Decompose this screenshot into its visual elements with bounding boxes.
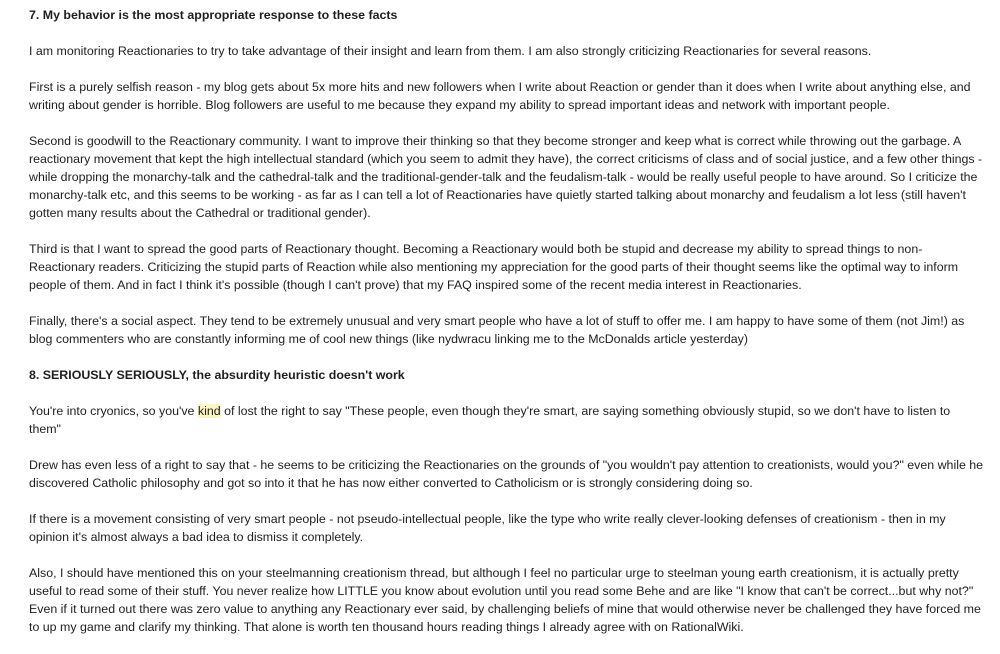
section-8-paragraph-4: [29, 564, 1000, 636]
section-7-paragraph-1: [29, 42, 1000, 60]
text-line: writing about gender is horrible. Blog followers are useful to me because they expand my ability to spread important ideas and network with important people.: [29, 98, 890, 112]
text-line: blog commenters who are constantly informing me of cool new things (like nydwracu linking me to the McDonalds article yesterday): [29, 332, 748, 346]
text-line: Finally, there's a social aspect. They tend to be extremely unusual and very smart people who have a lot of stuff to offer me. I am happy to have some of them (not Jim!) as: [29, 314, 965, 328]
text-segment: of lost the right to say "These people, even though they're smart, are saying something obviously stupid, so we don't have to listen to: [220, 404, 951, 418]
highlighted-word: kind: [197, 404, 221, 418]
text-segment: You're into cryonics, so you've: [29, 404, 198, 418]
text-line: If there is a movement consisting of very smart people - not pseudo-intellectual people, like the type who write really clever-looking defenses of creationism - then in my: [29, 512, 946, 526]
text-line: I am monitoring Reactionaries to try to take advantage of their insight and learn from them. I am also strongly criticizing Reactionaries for several reasons.: [29, 44, 872, 58]
text-line: people of them. And in fact I think it's possible (though I can't prove) that my FAQ inspired some of the recent media interest in Reactionaries.: [29, 278, 802, 292]
section-7-paragraph-3: [29, 132, 1000, 222]
section-7-heading: 7. My behavior is the most appropriate response to these facts: [29, 8, 398, 22]
text-line: while dropping the monarchy-talk and the cathedral-talk and the traditional-gender-talk and the feudalism-talk - would be really useful people to have around. So I criticize the: [29, 170, 978, 184]
text-line: to up my game and clarify my thinking. That alone is worth ten thousand hours reading things I already agree with on RationalWiki.: [29, 620, 744, 634]
text-line: opinion it's almost always a bad idea to dismiss it completely.: [29, 530, 364, 544]
text-line: Third is that I want to spread the good parts of Reactionary thought. Becoming a Reactionary would both be stupid and decrease my ability to spread things to non-: [29, 242, 923, 256]
section-8-paragraph-2: [29, 456, 1000, 492]
section-8-heading: 8. SERIOUSLY SERIOUSLY, the absurdity heuristic doesn't work: [29, 368, 405, 382]
text-line: monarchy-talk etc, and this seems to be working - as far as I can tell a lot of Reactionaries have quietly started talking about monarchy and feudalism a lot less (still haven't: [29, 188, 966, 202]
text-line: [29, 402, 1000, 420]
text-line: Second is goodwill to the Reactionary community. I want to improve their thinking so that they become stronger and keep what is correct while throwing out the garbage. A: [29, 134, 962, 148]
text-line: Also, I should have mentioned this on your steelmanning creationism thread, but although I feel no particular urge to steelman young earth creationism, it is actually pretty: [29, 566, 959, 580]
text-line: Reactionary readers. Criticizing the stupid parts of Reaction while also mentioning my appreciation for the good parts of their thought seems like the optimal way to inform: [29, 260, 959, 274]
section-7-paragraph-4: [29, 240, 1000, 294]
text-line: reactionary movement that kept the high intellectual standard (which you seem to admit they have), the correct criticisms of class and of social justice, and a few other things -: [29, 152, 983, 166]
text-line: First is a purely selfish reason - my blog gets about 5x more hits and new followers when I write about Reaction or gender than it does when I write about anything else, and: [29, 80, 971, 94]
text-line: Even if it turned out there was zero value to anything any Reactionary ever said, by challenging beliefs of mine that would otherwise never be challenged they have forced me: [29, 602, 981, 616]
text-line: them": [29, 422, 61, 436]
text-line: discovered Catholic philosophy and got so into it that he has now either converted to Catholicism or is strongly considering doing so.: [29, 476, 753, 490]
section-8-paragraph-3: [29, 510, 1000, 546]
section-7-paragraph-5: [29, 312, 1000, 348]
text-line: useful to read some of their stuff. You never realize how LITTLE you know about evolution until you read some Behe and are like "I know that can't be correct...but why not?": [29, 584, 974, 598]
section-8-cryonics-paragraph: [29, 402, 1000, 438]
text-line: gotten many results about the Cathedral or traditional gender).: [29, 206, 371, 220]
text-line: Drew has even less of a right to say that - he seems to be criticizing the Reactionaries on the grounds of "you wouldn't pay attention to creationists, would you?" even while he: [29, 458, 984, 472]
section-7-paragraph-2: [29, 78, 1000, 114]
